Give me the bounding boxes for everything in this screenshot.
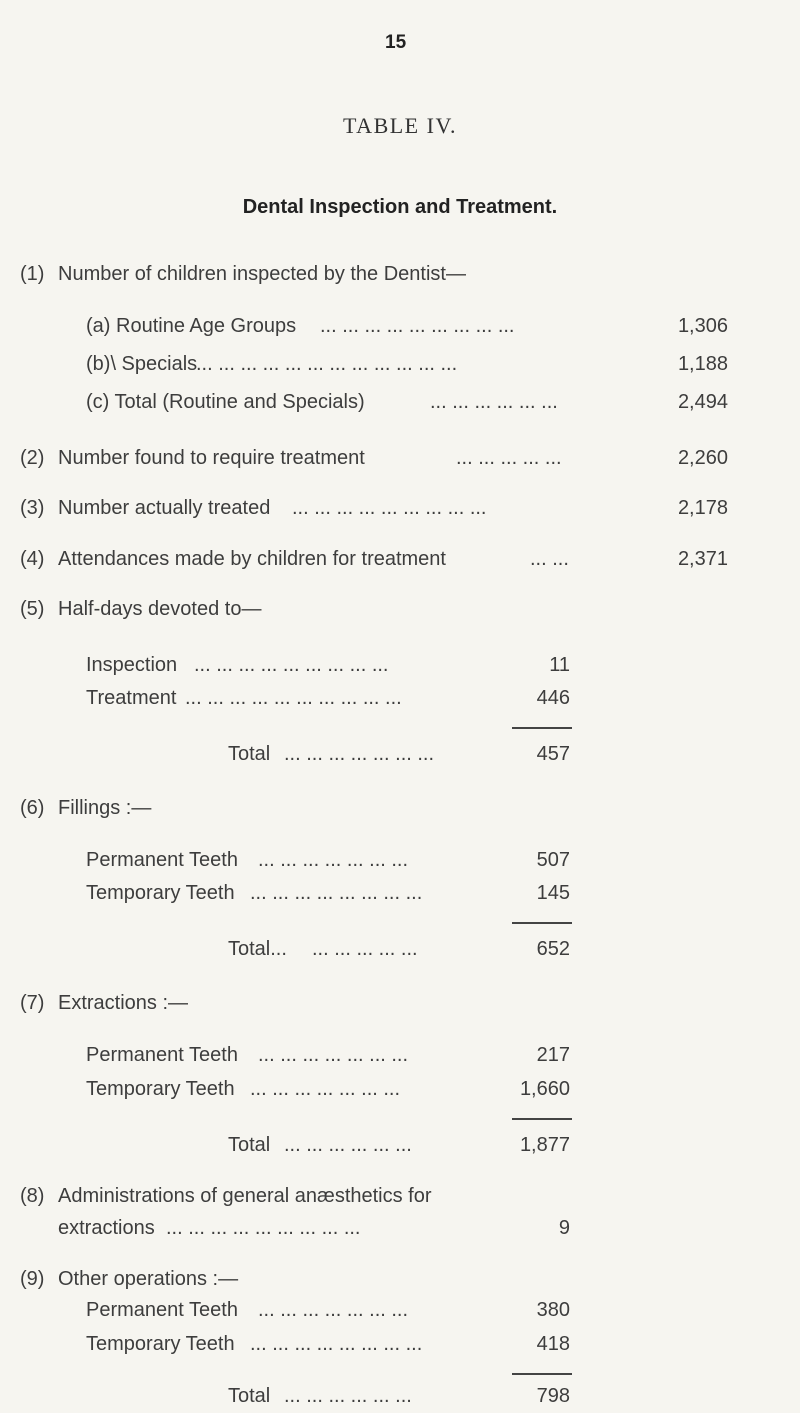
item-leader-4: ... ... bbox=[530, 547, 569, 570]
item-number-1: (1) bbox=[20, 263, 45, 286]
item-value-4: 2,371 bbox=[677, 547, 728, 570]
row-label-specials: (b)\ Specials bbox=[86, 353, 198, 376]
item-number-5: (5) bbox=[20, 597, 45, 620]
row-leader-extractions-permanent: ... ... ... ... ... ... ... bbox=[258, 1044, 409, 1067]
row-value-specials: 1,188 bbox=[677, 353, 728, 376]
item-label-8-cont: extractions bbox=[58, 1217, 155, 1240]
item-number-2: (2) bbox=[20, 447, 45, 470]
item-label-8: Administrations of general anæsthetics for bbox=[58, 1184, 432, 1207]
row-label-fillings-permanent: Permanent Teeth bbox=[86, 848, 238, 871]
section-heading: Dental Inspection and Treatment. bbox=[242, 196, 558, 218]
row-value-total-routine-specials: 2,494 bbox=[677, 391, 728, 414]
row-label-treatment: Treatment bbox=[86, 687, 177, 710]
item-number-4: (4) bbox=[20, 547, 45, 570]
item-leader-8: ... ... ... ... ... ... ... ... ... bbox=[166, 1217, 361, 1240]
row-value-fillings-temporary: 145 bbox=[536, 882, 570, 905]
item-label-5: Half-days devoted to— bbox=[58, 597, 262, 620]
sum-rule bbox=[512, 1118, 572, 1120]
row-value-other-permanent: 380 bbox=[536, 1299, 570, 1322]
row-leader-extractions-total: ... ... ... ... ... ... bbox=[284, 1133, 412, 1156]
item-number-6: (6) bbox=[20, 796, 45, 819]
row-leader-fillings-temporary: ... ... ... ... ... ... ... ... bbox=[250, 882, 423, 905]
row-label-fillings-temporary: Temporary Teeth bbox=[86, 882, 235, 905]
row-value-other-temporary: 418 bbox=[536, 1333, 570, 1356]
item-label-4: Attendances made by children for treatment bbox=[58, 547, 446, 570]
row-value-routine: 1,306 bbox=[677, 315, 728, 338]
row-label-total-routine-specials: (c) Total (Routine and Specials) bbox=[86, 391, 365, 414]
item-leader-2: ... ... ... ... ... bbox=[456, 447, 562, 470]
row-leader-inspection: ... ... ... ... ... ... ... ... ... bbox=[194, 653, 389, 676]
row-value-extractions-permanent: 217 bbox=[536, 1044, 570, 1067]
row-value-extractions-total: 1,877 bbox=[519, 1133, 570, 1156]
row-value-treatment: 446 bbox=[536, 687, 570, 710]
item-label-3: Number actually treated bbox=[58, 497, 271, 520]
row-leader-other-temporary: ... ... ... ... ... ... ... ... bbox=[250, 1333, 423, 1356]
item-label-2: Number found to require treatment bbox=[58, 447, 365, 470]
item-label-1: Number of children inspected by the Dentist— bbox=[58, 263, 466, 286]
row-label-other-temporary: Temporary Teeth bbox=[86, 1333, 235, 1356]
item-label-9: Other operations :— bbox=[58, 1268, 239, 1291]
row-label-fillings-total: Total... bbox=[228, 938, 287, 961]
item-value-3: 2,178 bbox=[677, 497, 728, 520]
row-value-inspection: 11 bbox=[549, 653, 570, 676]
row-value-fillings-total: 652 bbox=[536, 938, 570, 961]
row-label-extractions-permanent: Permanent Teeth bbox=[86, 1044, 238, 1067]
row-label-extractions-temporary: Temporary Teeth bbox=[86, 1077, 235, 1100]
item-number-7: (7) bbox=[20, 992, 45, 1015]
row-value-fillings-permanent: 507 bbox=[536, 848, 570, 871]
item-value-2: 2,260 bbox=[677, 447, 728, 470]
table-title: TABLE IV. bbox=[343, 113, 457, 138]
row-label-extractions-total: Total bbox=[228, 1133, 271, 1156]
row-value-other-total: 798 bbox=[536, 1385, 570, 1408]
item-number-3: (3) bbox=[20, 497, 45, 520]
item-number-9: (9) bbox=[20, 1268, 45, 1291]
page-number: 15 bbox=[385, 32, 407, 53]
row-leader-specials: ... ... ... ... ... ... ... ... ... ... ... ... bbox=[196, 353, 458, 376]
row-leader-routine: ... ... ... ... ... ... ... ... ... bbox=[320, 315, 515, 338]
row-label-other-permanent: Permanent Teeth bbox=[86, 1299, 238, 1322]
row-label-halfdays-total: Total bbox=[228, 742, 271, 765]
sum-rule bbox=[512, 1373, 572, 1375]
item-leader-3: ... ... ... ... ... ... ... ... ... bbox=[292, 497, 487, 520]
item-number-8: (8) bbox=[20, 1184, 45, 1207]
row-value-extractions-temporary: 1,660 bbox=[519, 1077, 570, 1100]
row-leader-fillings-permanent: ... ... ... ... ... ... ... bbox=[258, 848, 409, 871]
row-leader-other-total: ... ... ... ... ... ... bbox=[284, 1385, 412, 1408]
item-value-8: 9 bbox=[558, 1217, 570, 1240]
row-leader-fillings-total: ... ... ... ... ... bbox=[312, 938, 418, 961]
row-leader-halfdays-total: ... ... ... ... ... ... ... bbox=[284, 742, 435, 765]
row-leader-total-routine-specials: ... ... ... ... ... ... bbox=[430, 391, 558, 414]
row-leader-other-permanent: ... ... ... ... ... ... ... bbox=[258, 1299, 409, 1322]
row-label-inspection: Inspection bbox=[86, 653, 178, 676]
row-leader-extractions-temporary: ... ... ... ... ... ... ... bbox=[250, 1077, 401, 1100]
sum-rule bbox=[512, 727, 572, 729]
item-label-7: Extractions :— bbox=[58, 992, 189, 1015]
sum-rule bbox=[512, 922, 572, 924]
row-label-routine: (a) Routine Age Groups bbox=[86, 315, 297, 338]
row-leader-treatment: ... ... ... ... ... ... ... ... ... ... bbox=[185, 687, 402, 710]
item-label-6: Fillings :— bbox=[58, 796, 152, 819]
row-label-other-total: Total bbox=[228, 1385, 271, 1408]
row-value-halfdays-total: 457 bbox=[536, 742, 570, 765]
